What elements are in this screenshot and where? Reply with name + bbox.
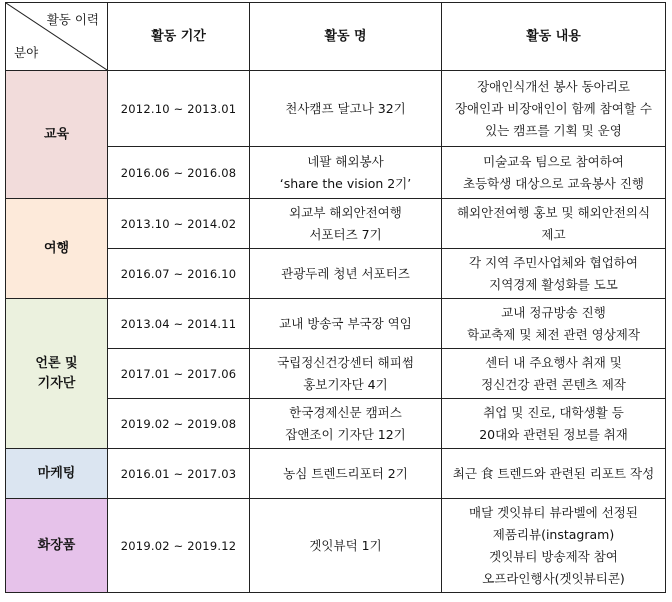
category-cosmetics: 화장품 bbox=[6, 499, 108, 593]
activity-period: 2019.02 ~ 2019.12 bbox=[108, 499, 250, 593]
name-header: 활동 명 bbox=[250, 3, 442, 71]
activity-content: 각 지역 주민사업체와 협업하여 지역경제 활성화를 도모 bbox=[442, 249, 666, 299]
activity-name: 농심 트렌드리포터 2기 bbox=[250, 449, 442, 499]
corner-header-cell bbox=[6, 3, 108, 71]
activity-content: 교내 정규방송 진행 학교축제 및 체전 관련 영상제작 bbox=[442, 299, 666, 349]
activity-name: 천사캠프 달고나 32기 bbox=[250, 71, 442, 147]
activity-table-container bbox=[5, 2, 666, 593]
activity-name: 관광두레 청년 서포터즈 bbox=[250, 249, 442, 299]
activity-name: 겟잇뷰덕 1기 bbox=[250, 499, 442, 593]
activity-period: 2013.10 ~ 2014.02 bbox=[108, 199, 250, 249]
activity-name: 외교부 해외안전여행 서포터즈 7기 bbox=[250, 199, 442, 249]
period-header: 활동 기간 bbox=[108, 3, 250, 71]
table-row bbox=[6, 71, 666, 147]
activity-name: 네팔 해외봉사 ‘share the vision 2기’ bbox=[250, 147, 442, 199]
table-row bbox=[6, 299, 666, 349]
activity-period: 2017.01 ~ 2017.06 bbox=[108, 349, 250, 399]
corner-header-top-label: 활동 이력 bbox=[46, 12, 99, 27]
activity-period: 2012.10 ~ 2013.01 bbox=[108, 71, 250, 147]
activity-period: 2019.02 ~ 2019.08 bbox=[108, 399, 250, 449]
category-press: 언론 및 기자단 bbox=[6, 299, 108, 449]
category-marketing: 마케팅 bbox=[6, 449, 108, 499]
category-education: 교육 bbox=[6, 71, 108, 199]
activity-period: 2016.06 ~ 2016.08 bbox=[108, 147, 250, 199]
activity-period: 2013.04 ~ 2014.11 bbox=[108, 299, 250, 349]
activity-table bbox=[5, 2, 666, 593]
table-row bbox=[6, 499, 666, 593]
header-row bbox=[6, 3, 666, 71]
activity-content: 센터 내 주요행사 취재 및 정신건강 관련 콘텐츠 제작 bbox=[442, 349, 666, 399]
activity-content: 매달 겟잇뷰티 뷰라벨에 선정된 제품리뷰(instagram) 겟잇뷰티 방송제작 참여 오프라인행사(겟잇뷰티콘) bbox=[442, 499, 666, 593]
activity-period: 2016.07 ~ 2016.10 bbox=[108, 249, 250, 299]
activity-name: 국립정신건강센터 해피썸 홍보기자단 4기 bbox=[250, 349, 442, 399]
category-travel: 여행 bbox=[6, 199, 108, 299]
corner-header-bottom-label: 분야 bbox=[14, 45, 39, 60]
content-header: 활동 내용 bbox=[442, 3, 666, 71]
activity-period: 2016.01 ~ 2017.03 bbox=[108, 449, 250, 499]
activity-content: 장애인식개선 봉사 동아리로 장애인과 비장애인이 함께 참여할 수 있는 캠프를 기획 및 운영 bbox=[442, 71, 666, 147]
activity-content: 미술교육 팀으로 참여하여 초등학생 대상으로 교육봉사 진행 bbox=[442, 147, 666, 199]
activity-name: 한국경제신문 캠퍼스 잡앤조이 기자단 12기 bbox=[250, 399, 442, 449]
activity-content: 해외안전여행 홍보 및 해외안전의식 제고 bbox=[442, 199, 666, 249]
activity-name: 교내 방송국 부국장 역임 bbox=[250, 299, 442, 349]
activity-content: 최근 食 트렌드와 관련된 리포트 작성 bbox=[442, 449, 666, 499]
activity-content: 취업 및 진로, 대학생활 등 20대와 관련된 정보를 취재 bbox=[442, 399, 666, 449]
table-row bbox=[6, 449, 666, 499]
table-row bbox=[6, 199, 666, 249]
